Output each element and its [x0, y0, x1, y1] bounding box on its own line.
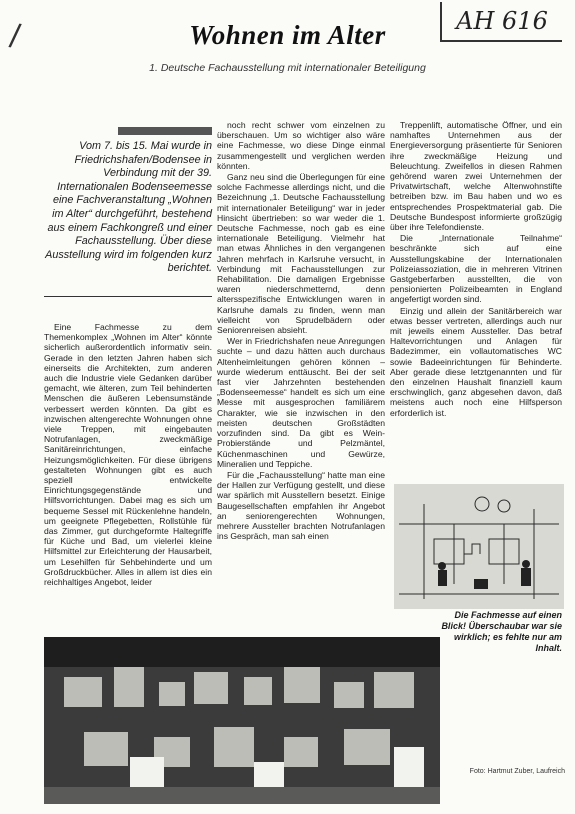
lead-divider	[44, 296, 212, 297]
paragraph: Ganz neu sind die Überlegungen für eine solche Fachmesse allerdings nicht, und die Bezeichnung „1. Deutsche Fachausstellung mit internationaler Beteiligung“ war in jeder Hinsicht übertrieben: so war weder die 1. Deutsche Fachmesse, noch gab es eine internationale Beteiligung. Vielmehr hat man etwas Ähnliches in den vergangenen Jahren mehrfach in Karlsruhe versucht, in Verbindung mit Fachausstellungen zur Rehabilitation. Die damaligen Ergebnisse waren niederschmetternd, denn altersspezifische Entwicklungen waren in Karlsruhe damals zu finden, wenn man vielleicht von Sprudelbädern oder Seniorenreisen absieht.	[217, 172, 385, 336]
lead-paragraph: Vom 7. bis 15. Mai wurde in Friedrichshafen/Bodensee in Verbindung mit der 39. Internationalen Bodenseemesse eine Fachveranstaltung „Wohnen im Alter“ durchgeführt, bestehend aus einem Fachkongreß und einer Fachausstellung. Über diese Ausstellung wird im folgenden kurz berichtet.	[45, 140, 212, 275]
exhibition-hall-photo	[44, 637, 440, 804]
paragraph: Einzig und allein der Sanitärbereich war etwas besser vertreten, allerdings auch nur mit jeweils einem Aussteller. Das betraf Haltevorrichtungen und Anlagen für Badezimmer, ein vollautomatisches WC sowie Badeeinrichtungen für Behinderte. Aber gerade diese letztgenannten und für den einzelnen Haushalt finanziell kaum erschwinglich, ganz abgesehen davon, daß meistens auch noch eine Hilfsperson erforderlich ist.	[390, 305, 562, 418]
paragraph: Treppenlift, automatische Öffner, und ein namhaftes Unternehmen aus der Energieversorgung präsentierte für Senioren ihre zweckmäßige Heizung und Beleuchtung. Zweifellos in diesen Rahmen gehörend waren zwei Unternehmen der Privatwirtschaft, welche Altenwohnstifte betreiben bzw. im Bau haben und wo es entsprechendes Prospektmaterial gab. Die Deutsche Bundespost informierte großzügig über ihre Telefondienste.	[390, 120, 562, 233]
photo-drawing	[44, 637, 440, 804]
cartoon-drawing	[394, 484, 564, 609]
lead-marker-bar	[118, 127, 212, 135]
text-column-3	[390, 120, 562, 473]
text-column-1	[44, 322, 212, 640]
page-title: Wohnen im Alter	[189, 20, 386, 50]
paragraph: Eine Fachmesse zu dem Themenkomplex „Wohnen im Alter“ könnte sicherlich außerordentlich informativ sein. Gerade in den letzten Jahren haben sich einerseits die Architekten, zum anderen auch die Industrie viele Gedanken darüber gemacht, wie älteren, zum Teil behinderten Menschen die äußeren Lebensumstände verbessert werden könnten. Da gibt es inzwischen altengerechte Wohnungen ohne viele Treppen, mit eingebauten Notrufanlagen, zweckmäßige Sanitäreinrichtungen, einfache Heizungsmöglichkeiten. Für diese übrigens gestalteten Wohnungen gibt es auch speziell entwickelte Einrichtungsgegenstände und Hilfsvorrichtungen. Dabei mag es sich um bequeme Sessel mit Rückenlehne handeln, um geeignete Pflegebetten, Rollstühle für das Zimmer, gut durchgeformte Haltegriffe für Küche und Bad, um vielerlei kleine Hilfsmittel zur Erleichterung der Hausarbeit, um Lesehilfen für Sehbehinderte und um Großdruckbücher. Alles in allem ist dies ein reichhaltiges Angebot, leider	[44, 322, 212, 588]
paragraph: noch recht schwer vom einzelnen zu überschauen. Um so wichtiger also wäre eine Fachmesse, wo diese Dinge einmal zusammengestellt und verglichen werden könnten.	[217, 120, 385, 171]
page-subtitle: 1. Deutsche Fachausstellung mit internationaler Beteiligung	[149, 62, 426, 74]
image-caption: Die Fachmesse auf einen Blick! Überschaubar war sie wirklich; es fehlte nur am Inhalt.	[441, 610, 562, 653]
photo-credit: Foto: Hartmut Zuber, Laufreich	[469, 768, 565, 775]
cartoon-illustration	[394, 484, 564, 609]
handwritten-slash-mark: /	[7, 17, 23, 54]
paragraph: Wer in Friedrichshafen neue Anregungen suchte – und dazu hätten auch durchaus Altenheimleitungen gehören können – wurde wiederum enttäuscht. Bei der seit fast vier Jahrzehnten bestehenden „Bodenseemesse“ handelt es sich um eine Messe mit ausgesprochen familiärem Charakter, wie sie inzwischen in den meisten deutschen Großstädten vorzufinden sind. Da gibt es Wein-Probierstände und Pelzmäntel, Küchenmaschinen und Gewürze, Mineralien und Teppiche.	[217, 336, 385, 469]
archive-tag: AH 616	[440, 2, 562, 42]
text-column-2	[217, 120, 385, 635]
paragraph: Für die „Fachausstellung“ hatte man eine der Hallen zur Verfügung gestellt, und diese war spärlich mit Ausstellern besetzt. Einige Baugesellschaften empfahlen ihr Angebot an seniorengerechten Wohnungen, mehrere Aussteller brachten Notrufanlagen ins Gespräch, man sah einen	[217, 469, 385, 542]
paragraph: Die „Internationale Teilnahme“ beschränkte sich auf eine Ausstellungskabine der Internationalen Polizeiassoziation, die in mehreren Vitrinen Gastgeberfarben ausstellten, die von pensionierten Polizeibeamten in England angefertigt worden sind.	[390, 233, 562, 305]
